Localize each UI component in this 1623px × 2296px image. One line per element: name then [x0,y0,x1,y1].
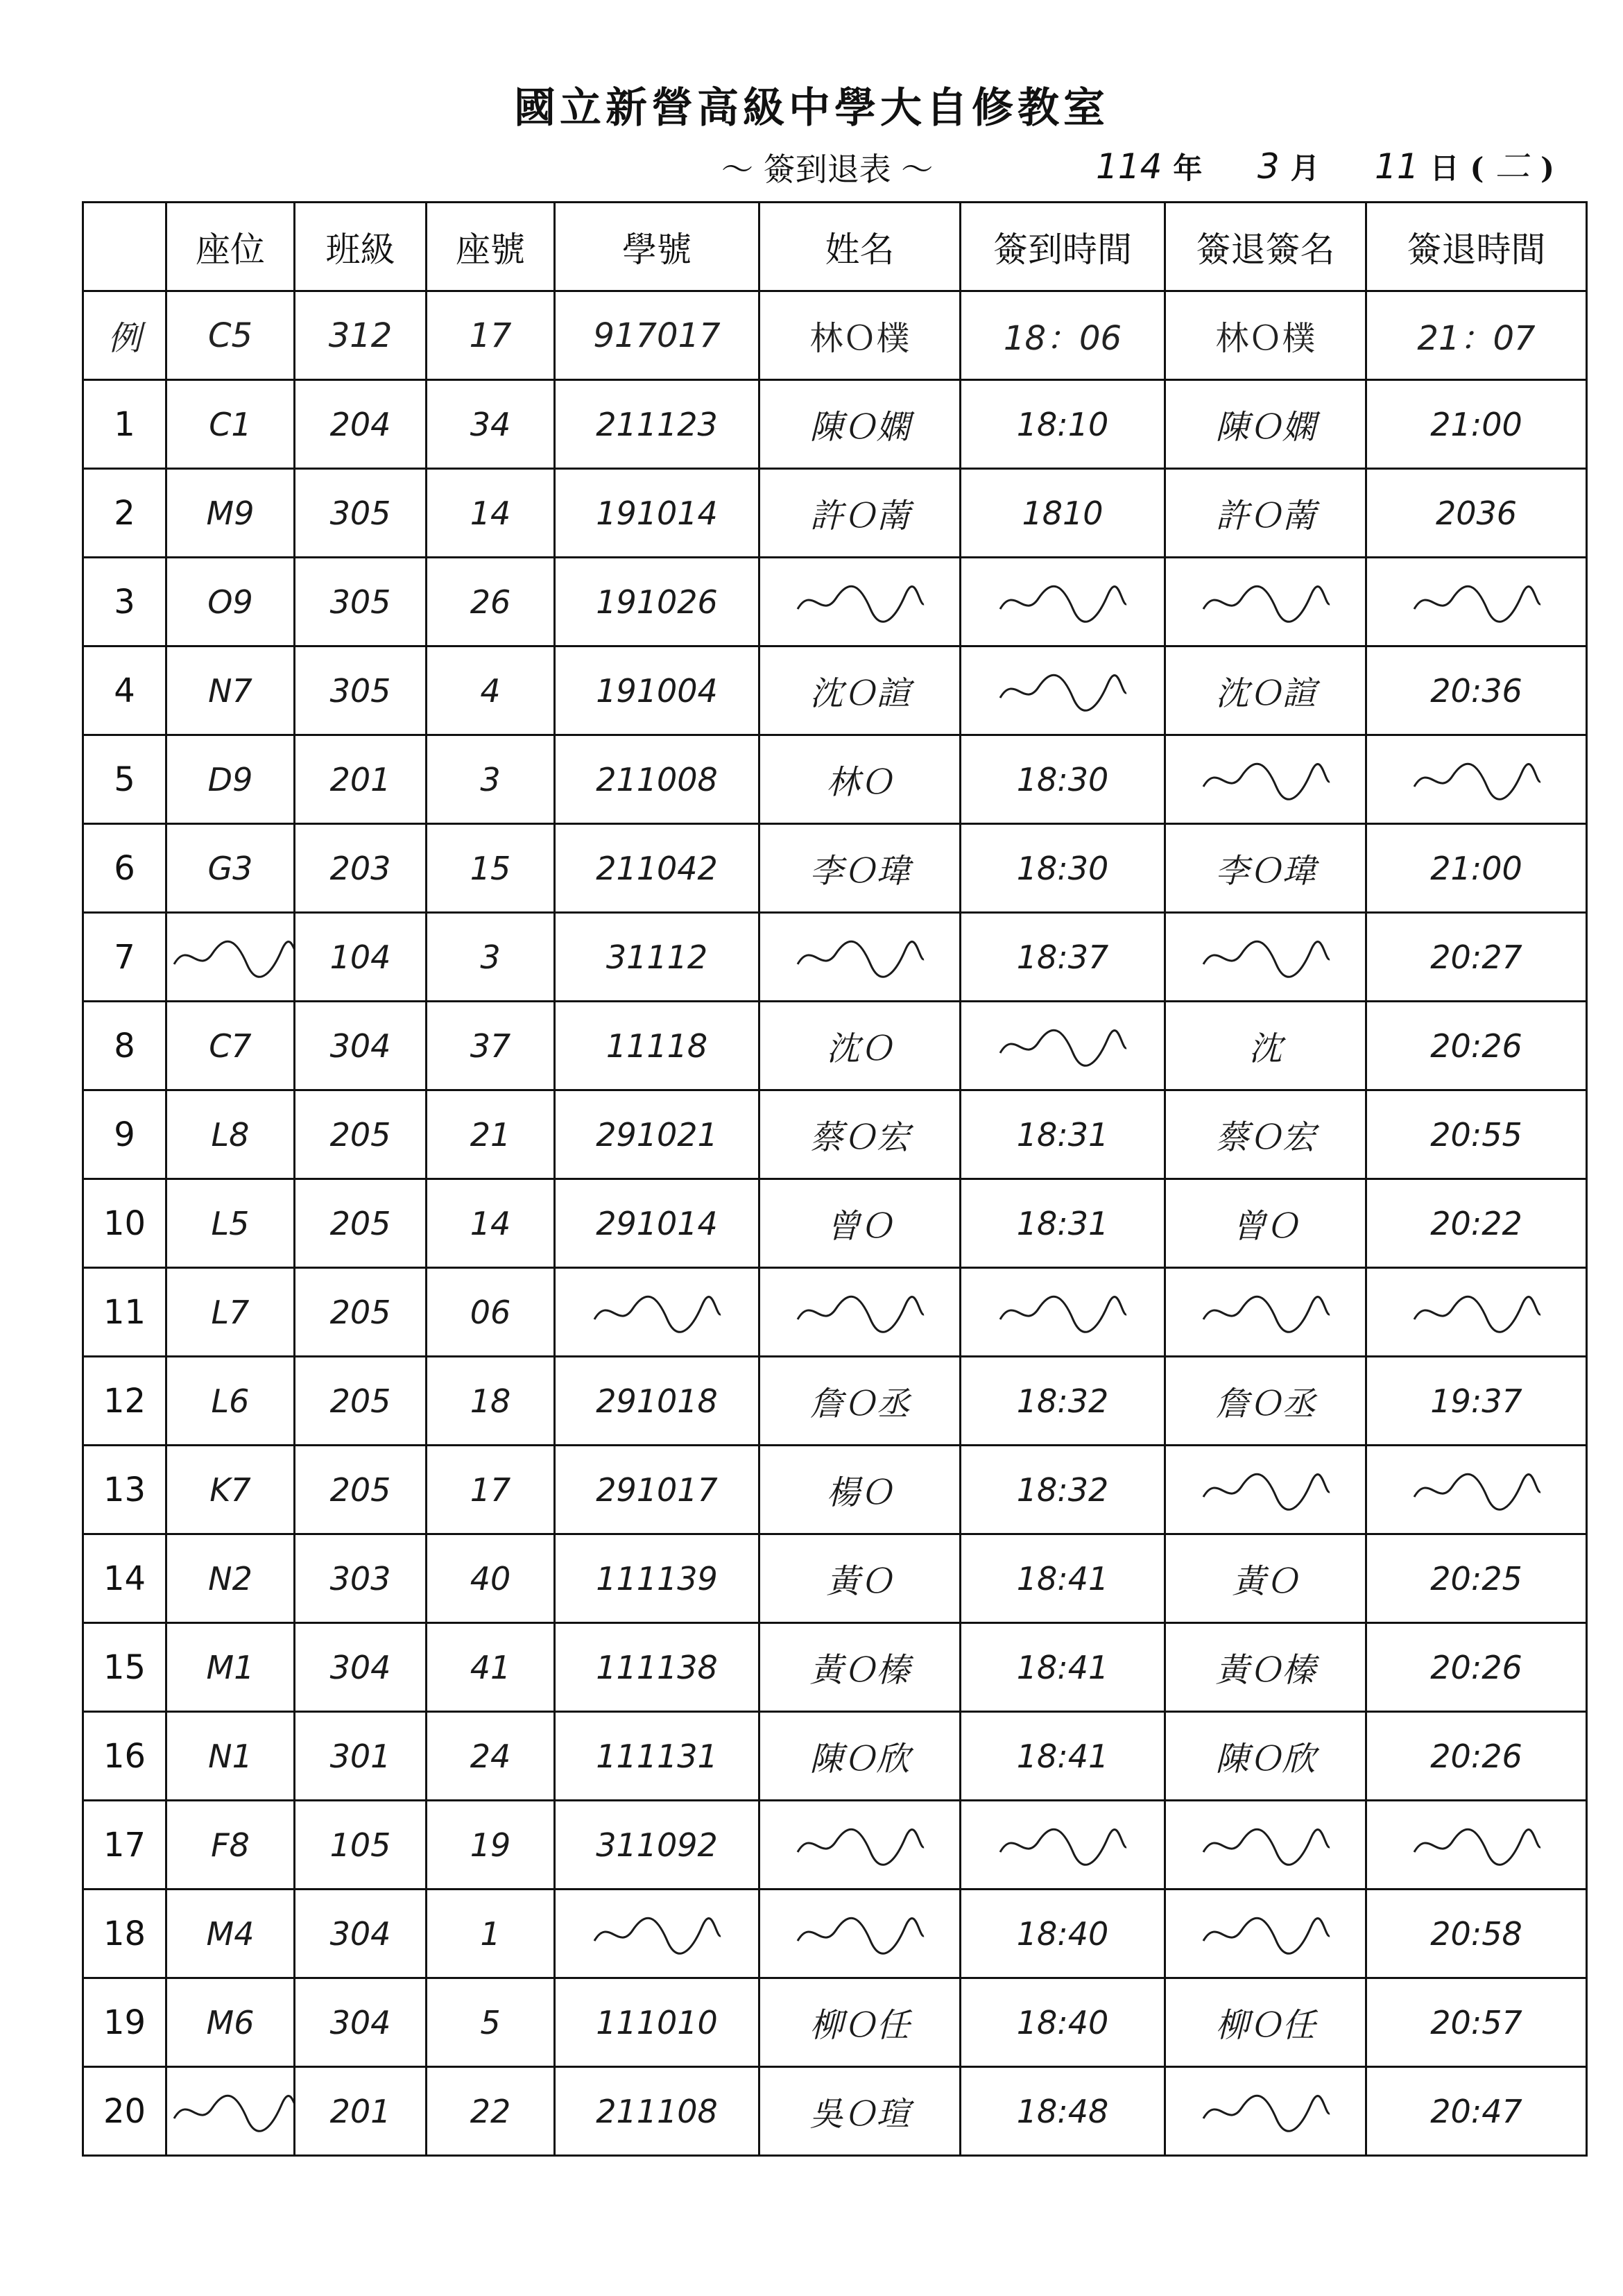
handwritten-scribble [1196,755,1335,804]
class-cell: 301 [295,1712,427,1801]
checkin-time-cell [961,646,1165,735]
student-id-cell: 291018 [555,1357,759,1446]
table-row [83,1534,1587,1623]
handwritten-scribble [1196,1821,1335,1869]
table-row [83,1268,1587,1357]
seat-cell: N7 [166,646,295,735]
table-row [83,1801,1587,1890]
signature-cell: 沈 [1165,1002,1366,1090]
student-id-cell: 111138 [555,1623,759,1712]
handwritten-scribble [1196,1466,1335,1514]
handwritten-scribble [1407,1821,1546,1869]
checkout-time-cell: 2036 [1366,469,1587,558]
number-cell: 18 [427,1357,555,1446]
seat-cell: L5 [166,1179,295,1268]
checkout-time-cell: 20:26 [1366,1623,1587,1712]
row-index: 8 [83,1002,166,1090]
row-index: 18 [83,1890,166,1978]
number-cell: 17 [427,1446,555,1534]
table-row [83,1623,1587,1712]
checkout-time-cell: 20:26 [1366,1002,1587,1090]
page-title: 國立新營高級中學大自修教室 [514,84,1109,132]
seat-cell: D9 [166,735,295,824]
class-cell: 205 [295,1179,427,1268]
row-index: 12 [83,1357,166,1446]
checkin-time-cell [961,1002,1165,1090]
student-id-cell: 211108 [555,2067,759,2156]
checkout-time-cell: 21:00 [1366,824,1587,913]
checkout-time-cell: 20:55 [1366,1090,1587,1179]
signature-cell [1165,1801,1366,1890]
table-row [83,1446,1587,1534]
handwritten-scribble [1196,2087,1335,2136]
student-id-cell: 111139 [555,1534,759,1623]
name-cell [759,1801,961,1890]
column-header: 簽退簽名 [1165,203,1366,291]
row-index: 13 [83,1446,166,1534]
class-cell: 205 [295,1357,427,1446]
seat-cell: L7 [166,1268,295,1357]
seat-cell: F8 [166,1801,295,1890]
handwritten-scribble [1196,933,1335,982]
attendance-table [82,201,1588,2157]
checkin-time-cell: 18:31 [961,1090,1165,1179]
date-line: 114 年 3 月 11 日 ( 二 ) [1096,146,1555,187]
table-row [83,1357,1587,1446]
checkout-time-cell: 20:27 [1366,913,1587,1002]
signature-cell [1165,2067,1366,2156]
signature-cell [1165,913,1366,1002]
signature-cell [1165,558,1366,646]
name-cell: 沈Ｏ諠 [759,646,961,735]
number-cell: 06 [427,1268,555,1357]
example-name: 林Ｏ樸 [759,291,961,380]
row-index: 14 [83,1534,166,1623]
student-id-cell: 291014 [555,1179,759,1268]
seat-cell: G3 [166,824,295,913]
checkout-time-cell [1366,1268,1587,1357]
checkin-time-cell: 18:32 [961,1446,1165,1534]
table-row [83,380,1587,469]
row-index: 9 [83,1090,166,1179]
handwritten-scribble [791,1288,929,1337]
seat-cell: N2 [166,1534,295,1623]
number-cell: 21 [427,1090,555,1179]
handwritten-scribble [1407,755,1546,804]
student-id-cell [555,1268,759,1357]
name-cell: 楊Ｏ [759,1446,961,1534]
table-row [83,1002,1587,1090]
student-id-cell: 111131 [555,1712,759,1801]
name-cell: 許Ｏ萳 [759,469,961,558]
date-day: 11 [1375,146,1419,187]
number-cell: 1 [427,1890,555,1978]
date-month: 3 [1257,146,1280,187]
seat-cell: L6 [166,1357,295,1446]
checkout-time-cell [1366,558,1587,646]
date-month-label: 月 [1290,151,1320,185]
handwritten-scribble [587,1910,726,1958]
class-cell: 201 [295,2067,427,2156]
checkin-time-cell: 18:40 [961,1890,1165,1978]
row-index: 19 [83,1978,166,2067]
checkout-time-cell [1366,1801,1587,1890]
student-id-cell [555,1890,759,1978]
page-subtitle: ～ 簽到退表 ～ [721,151,934,188]
handwritten-scribble [993,1288,1132,1337]
checkin-time-cell: 18:30 [961,824,1165,913]
checkout-time-cell: 20:47 [1366,2067,1587,2156]
checkin-time-cell [961,558,1165,646]
seat-cell: K7 [166,1446,295,1534]
signature-cell [1165,1268,1366,1357]
student-id-cell: 211123 [555,380,759,469]
number-cell: 3 [427,913,555,1002]
seat-cell: L8 [166,1090,295,1179]
name-cell [759,1268,961,1357]
student-id-cell: 311092 [555,1801,759,1890]
seat-cell: M9 [166,469,295,558]
checkout-time-cell: 21:00 [1366,380,1587,469]
class-cell: 205 [295,1090,427,1179]
number-cell: 24 [427,1712,555,1801]
number-cell: 41 [427,1623,555,1712]
row-index: 15 [83,1623,166,1712]
handwritten-scribble [791,933,929,982]
student-id-cell: 191004 [555,646,759,735]
handwritten-scribble [167,933,295,982]
number-cell: 3 [427,735,555,824]
class-cell: 203 [295,824,427,913]
handwritten-scribble [993,1821,1132,1869]
column-header: 簽退時間 [1366,203,1587,291]
name-cell: 黃Ｏ [759,1534,961,1623]
class-cell: 304 [295,1890,427,1978]
table-row [83,469,1587,558]
handwritten-scribble [791,578,929,626]
row-index: 7 [83,913,166,1002]
example-checkout: 21：07 [1366,291,1587,380]
name-cell: 陳Ｏ欣 [759,1712,961,1801]
checkout-time-cell: 20:22 [1366,1179,1587,1268]
table-row [83,735,1587,824]
checkin-time-cell: 18:48 [961,2067,1165,2156]
example-seat: C5 [166,291,295,380]
row-index: 10 [83,1179,166,1268]
seat-cell [166,913,295,1002]
signature-cell: 蔡Ｏ宏 [1165,1090,1366,1179]
name-cell [759,558,961,646]
handwritten-scribble [993,578,1132,626]
checkout-time-cell [1366,735,1587,824]
row-index: 16 [83,1712,166,1801]
signature-cell: 李Ｏ瑋 [1165,824,1366,913]
row-index: 1 [83,380,166,469]
class-cell: 205 [295,1446,427,1534]
student-id-cell: 191014 [555,469,759,558]
table-row [83,1712,1587,1801]
number-cell: 4 [427,646,555,735]
table-header-row [83,203,1587,291]
signature-cell: 陳Ｏ嫻 [1165,380,1366,469]
row-index: 4 [83,646,166,735]
column-header: 座位 [166,203,295,291]
seat-cell: O9 [166,558,295,646]
handwritten-scribble [1196,1288,1335,1337]
checkin-time-cell: 18:32 [961,1357,1165,1446]
row-index: 5 [83,735,166,824]
class-cell: 305 [295,558,427,646]
number-cell: 5 [427,1978,555,2067]
name-cell: 吳Ｏ瑄 [759,2067,961,2156]
class-cell: 105 [295,1801,427,1890]
number-cell: 14 [427,469,555,558]
table-row [83,1978,1587,2067]
checkin-time-cell: 18:31 [961,1179,1165,1268]
handwritten-scribble [1407,1288,1546,1337]
student-id-cell: 291021 [555,1090,759,1179]
checkin-time-cell: 18:41 [961,1534,1165,1623]
checkin-time-cell: 18:10 [961,380,1165,469]
example-class: 312 [295,291,427,380]
example-number: 17 [427,291,555,380]
table-row [83,824,1587,913]
handwritten-scribble [167,2087,295,2136]
checkin-time-cell: 18:41 [961,1712,1165,1801]
handwritten-scribble [1407,1466,1546,1514]
handwritten-scribble [791,1821,929,1869]
column-header: 座號 [427,203,555,291]
name-cell: 曾Ｏ [759,1179,961,1268]
seat-cell: M6 [166,1978,295,2067]
seat-cell: N1 [166,1712,295,1801]
checkout-time-cell: 19:37 [1366,1357,1587,1446]
student-id-cell: 191026 [555,558,759,646]
seat-cell: C7 [166,1002,295,1090]
table-row [83,1179,1587,1268]
name-cell: 陳Ｏ嫻 [759,380,961,469]
checkin-time-cell: 18:30 [961,735,1165,824]
handwritten-scribble [1196,1910,1335,1958]
row-index: 11 [83,1268,166,1357]
seat-cell: C1 [166,380,295,469]
class-cell: 205 [295,1268,427,1357]
checkout-time-cell: 20:25 [1366,1534,1587,1623]
signature-cell [1165,735,1366,824]
number-cell: 19 [427,1801,555,1890]
class-cell: 303 [295,1534,427,1623]
class-cell: 305 [295,646,427,735]
column-header: 姓名 [759,203,961,291]
table-row [83,1890,1587,1978]
name-cell: 李Ｏ瑋 [759,824,961,913]
student-id-cell: 31112 [555,913,759,1002]
checkin-time-cell: 18:40 [961,1978,1165,2067]
handwritten-scribble [993,667,1132,715]
row-index: 3 [83,558,166,646]
column-header: 簽到時間 [961,203,1165,291]
number-cell: 22 [427,2067,555,2156]
class-cell: 204 [295,380,427,469]
checkin-time-cell: 18:41 [961,1623,1165,1712]
date-weekday: 二 [1495,146,1530,187]
number-cell: 34 [427,380,555,469]
student-id-cell: 291017 [555,1446,759,1534]
name-cell: 柳Ｏ任 [759,1978,961,2067]
signature-cell: 黃Ｏ榛 [1165,1623,1366,1712]
name-cell: 林Ｏ [759,735,961,824]
number-cell: 37 [427,1002,555,1090]
table-row [83,1090,1587,1179]
number-cell: 40 [427,1534,555,1623]
table-row [83,646,1587,735]
name-cell: 詹Ｏ丞 [759,1357,961,1446]
checkout-time-cell: 20:57 [1366,1978,1587,2067]
checkout-time-cell: 20:58 [1366,1890,1587,1978]
number-cell: 26 [427,558,555,646]
checkin-time-cell: 1810 [961,469,1165,558]
class-cell: 304 [295,1623,427,1712]
signature-cell: 黃Ｏ [1165,1534,1366,1623]
checkin-time-cell: 18:37 [961,913,1165,1002]
column-header: 學號 [555,203,759,291]
student-id-cell: 211042 [555,824,759,913]
checkin-time-cell [961,1801,1165,1890]
column-header: 班級 [295,203,427,291]
name-cell [759,1890,961,1978]
example-signature: 林Ｏ樸 [1165,291,1366,380]
handwritten-scribble [1407,578,1546,626]
class-cell: 201 [295,735,427,824]
handwritten-scribble [587,1288,726,1337]
signature-cell: 沈Ｏ諠 [1165,646,1366,735]
table-row [83,558,1587,646]
signature-cell [1165,1890,1366,1978]
name-cell: 黃Ｏ榛 [759,1623,961,1712]
row-index: 20 [83,2067,166,2156]
handwritten-scribble [993,1022,1132,1070]
row-index: 17 [83,1801,166,1890]
name-cell: 蔡Ｏ宏 [759,1090,961,1179]
signature-cell: 陳Ｏ欣 [1165,1712,1366,1801]
table-row [83,913,1587,1002]
row-index: 2 [83,469,166,558]
signature-cell: 柳Ｏ任 [1165,1978,1366,2067]
seat-cell [166,2067,295,2156]
table-row [83,2067,1587,2156]
student-id-cell: 11118 [555,1002,759,1090]
row-index: 6 [83,824,166,913]
number-cell: 14 [427,1179,555,1268]
class-cell: 304 [295,1978,427,2067]
checkout-time-cell: 20:26 [1366,1712,1587,1801]
date-year: 114 [1096,146,1162,187]
class-cell: 304 [295,1002,427,1090]
class-cell: 104 [295,913,427,1002]
handwritten-scribble [791,1910,929,1958]
signature-cell: 詹Ｏ丞 [1165,1357,1366,1446]
handwritten-scribble [1196,578,1335,626]
column-header [83,203,166,291]
name-cell: 沈Ｏ [759,1002,961,1090]
checkout-time-cell [1366,1446,1587,1534]
date-year-label: 年 [1173,151,1203,185]
signature-cell [1165,1446,1366,1534]
date-day-label: 日 [1429,151,1459,185]
example-checkin: 18：06 [961,291,1165,380]
student-id-cell: 211008 [555,735,759,824]
checkin-time-cell [961,1268,1165,1357]
signature-cell: 許Ｏ萳 [1165,469,1366,558]
signature-cell: 曾Ｏ [1165,1179,1366,1268]
example-index: 例 [83,291,166,380]
example-row [83,291,1587,380]
class-cell: 305 [295,469,427,558]
example-student-id: 917017 [555,291,759,380]
student-id-cell: 111010 [555,1978,759,2067]
number-cell: 15 [427,824,555,913]
name-cell [759,913,961,1002]
checkout-time-cell: 20:36 [1366,646,1587,735]
seat-cell: M4 [166,1890,295,1978]
seat-cell: M1 [166,1623,295,1712]
